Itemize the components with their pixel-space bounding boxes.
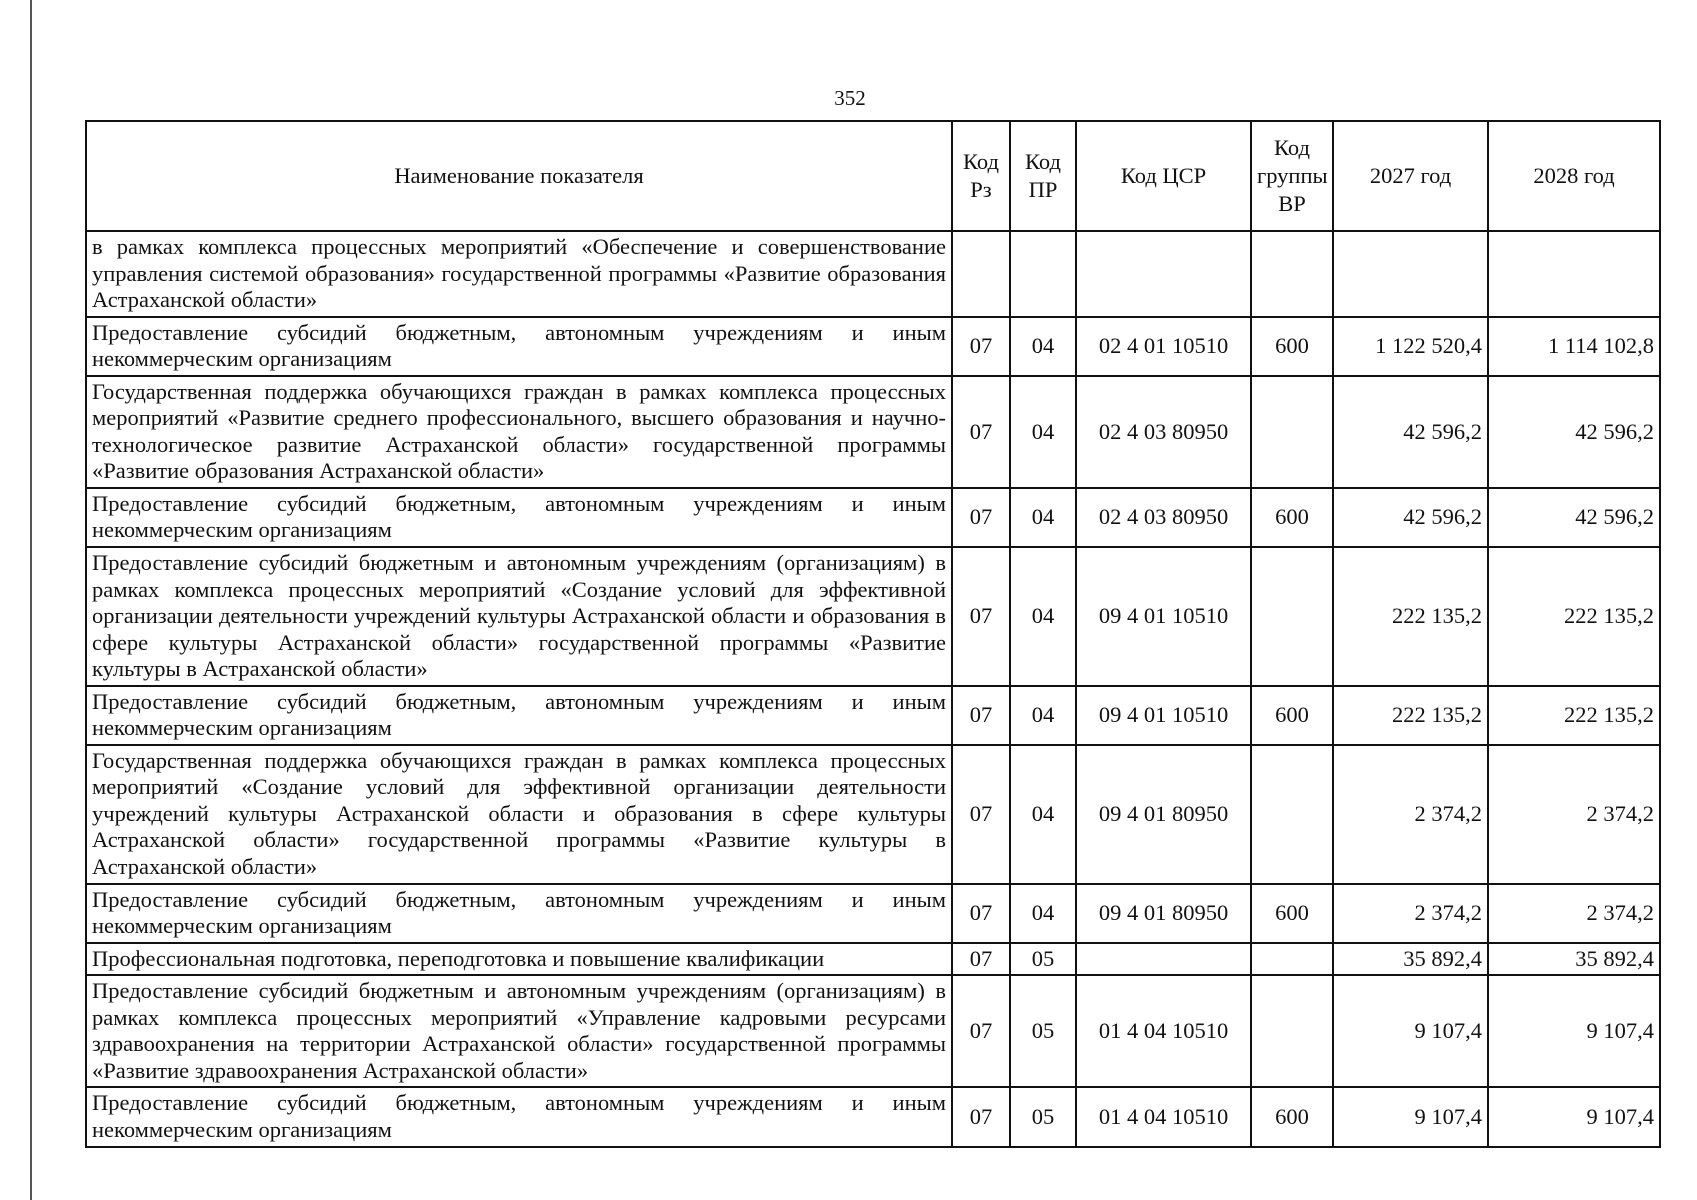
row-name: Профессиональная подготовка, переподготовка и повышение квалификации	[86, 943, 952, 976]
row-pr: 04	[1010, 686, 1076, 745]
row-2027: 42 596,2	[1333, 488, 1488, 547]
row-pr: 04	[1010, 884, 1076, 943]
row-2028: 1 114 102,8	[1488, 317, 1660, 376]
row-csr: 02 4 03 80950	[1076, 488, 1251, 547]
row-rz: 07	[952, 975, 1010, 1087]
table-row	[86, 488, 1660, 547]
row-csr: 01 4 04 10510	[1076, 975, 1251, 1087]
row-csr: 02 4 03 80950	[1076, 376, 1251, 488]
row-2028: 2 374,2	[1488, 745, 1660, 884]
table-row	[86, 376, 1660, 488]
row-csr: 09 4 01 10510	[1076, 547, 1251, 686]
header-csr: Код ЦСР	[1076, 121, 1251, 231]
row-rz: 07	[952, 686, 1010, 745]
table-row	[86, 547, 1660, 686]
row-rz: 07	[952, 943, 1010, 976]
budget-table	[85, 120, 1661, 1148]
table-row	[86, 686, 1660, 745]
row-2027: 222 135,2	[1333, 686, 1488, 745]
row-2028: 42 596,2	[1488, 376, 1660, 488]
row-rz	[952, 231, 1010, 317]
row-pr: 05	[1010, 943, 1076, 976]
row-2028: 9 107,4	[1488, 975, 1660, 1087]
row-rz: 07	[952, 376, 1010, 488]
header-2028: 2028 год	[1488, 121, 1660, 231]
row-csr: 01 4 04 10510	[1076, 1087, 1251, 1146]
row-pr: 05	[1010, 1087, 1076, 1146]
header-rz: Код Рз	[952, 121, 1010, 231]
row-2027: 42 596,2	[1333, 376, 1488, 488]
row-vr	[1251, 547, 1333, 686]
row-2027: 222 135,2	[1333, 547, 1488, 686]
row-2028: 35 892,4	[1488, 943, 1660, 976]
row-name: Предоставление субсидий бюджетным, автономным учреждениям и иным некоммерческим организациям	[86, 1087, 952, 1146]
row-rz: 07	[952, 488, 1010, 547]
row-name: Государственная поддержка обучающихся граждан в рамках комплекса процессных мероприятий «Создание условий для эффективной организации деятельности учреждений культуры Астраханской области и образования в сфере культуры Астраханской области» государственной программы «Развитие культуры в Астраханской области»	[86, 745, 952, 884]
row-2028	[1488, 231, 1660, 317]
table-row	[86, 884, 1660, 943]
table-row	[86, 943, 1660, 976]
row-vr	[1251, 376, 1333, 488]
row-2027	[1333, 231, 1488, 317]
row-2027: 9 107,4	[1333, 1087, 1488, 1146]
row-2027: 2 374,2	[1333, 884, 1488, 943]
row-2028: 2 374,2	[1488, 884, 1660, 943]
row-vr: 600	[1251, 488, 1333, 547]
header-pr: Код ПР	[1010, 121, 1076, 231]
row-csr: 09 4 01 80950	[1076, 884, 1251, 943]
row-pr: 04	[1010, 317, 1076, 376]
row-name: Предоставление субсидий бюджетным и автономным учреждениям (организациям) в рамках комплекса процессных мероприятий «Создание условий для эффективной организации деятельности учреждений культуры Астраханской области и образования в сфере культуры Астраханской области» государственной программы «Развитие культуры в Астраханской области»	[86, 547, 952, 686]
header-vr: Код группы ВР	[1251, 121, 1333, 231]
row-2027: 1 122 520,4	[1333, 317, 1488, 376]
row-csr	[1076, 943, 1251, 976]
row-name: Предоставление субсидий бюджетным, автономным учреждениям и иным некоммерческим организациям	[86, 884, 952, 943]
row-2028: 222 135,2	[1488, 547, 1660, 686]
row-vr	[1251, 745, 1333, 884]
row-name: Предоставление субсидий бюджетным и автономным учреждениям (организациям) в рамках комплекса процессных мероприятий «Управление кадровыми ресурсами здравоохранения на территории Астраханской области» государственной программы «Развитие здравоохранения Астраханской области»	[86, 975, 952, 1087]
row-2028: 222 135,2	[1488, 686, 1660, 745]
row-vr: 600	[1251, 884, 1333, 943]
row-rz: 07	[952, 547, 1010, 686]
table-row	[86, 231, 1660, 317]
row-2027: 2 374,2	[1333, 745, 1488, 884]
row-pr: 04	[1010, 488, 1076, 547]
page-number: 352	[834, 86, 866, 110]
row-2028: 9 107,4	[1488, 1087, 1660, 1146]
row-vr	[1251, 943, 1333, 976]
row-rz: 07	[952, 1087, 1010, 1146]
row-vr	[1251, 975, 1333, 1087]
row-csr: 09 4 01 10510	[1076, 686, 1251, 745]
row-2028: 42 596,2	[1488, 488, 1660, 547]
header-2027: 2027 год	[1333, 121, 1488, 231]
row-pr: 04	[1010, 547, 1076, 686]
row-vr: 600	[1251, 317, 1333, 376]
row-name: Предоставление субсидий бюджетным, автономным учреждениям и иным некоммерческим организациям	[86, 488, 952, 547]
table-row	[86, 975, 1660, 1087]
row-rz: 07	[952, 884, 1010, 943]
row-name: Предоставление субсидий бюджетным, автономным учреждениям и иным некоммерческим организациям	[86, 317, 952, 376]
row-2027: 9 107,4	[1333, 975, 1488, 1087]
header-name: Наименование показателя	[86, 121, 952, 231]
row-pr: 05	[1010, 975, 1076, 1087]
row-rz: 07	[952, 745, 1010, 884]
row-csr	[1076, 231, 1251, 317]
scan-margin-line	[30, 0, 32, 1200]
row-pr: 04	[1010, 376, 1076, 488]
row-vr: 600	[1251, 686, 1333, 745]
table-header-row	[86, 121, 1660, 231]
row-csr: 02 4 01 10510	[1076, 317, 1251, 376]
row-2027: 35 892,4	[1333, 943, 1488, 976]
table-row	[86, 745, 1660, 884]
row-name: в рамках комплекса процессных мероприятий «Обеспечение и совершенствование управления системой образования» государственной программы «Развитие образования Астраханской области»	[86, 231, 952, 317]
row-pr: 04	[1010, 745, 1076, 884]
row-vr: 600	[1251, 1087, 1333, 1146]
row-name: Государственная поддержка обучающихся граждан в рамках комплекса процессных мероприятий «Развитие среднего профессионального, высшего образования и научно-технологическое развитие Астраханской области» государственной программы «Развитие образования Астраханской области»	[86, 376, 952, 488]
row-pr	[1010, 231, 1076, 317]
row-csr: 09 4 01 80950	[1076, 745, 1251, 884]
row-vr	[1251, 231, 1333, 317]
table-row	[86, 317, 1660, 376]
table-row	[86, 1087, 1660, 1146]
row-rz: 07	[952, 317, 1010, 376]
row-name: Предоставление субсидий бюджетным, автономным учреждениям и иным некоммерческим организациям	[86, 686, 952, 745]
